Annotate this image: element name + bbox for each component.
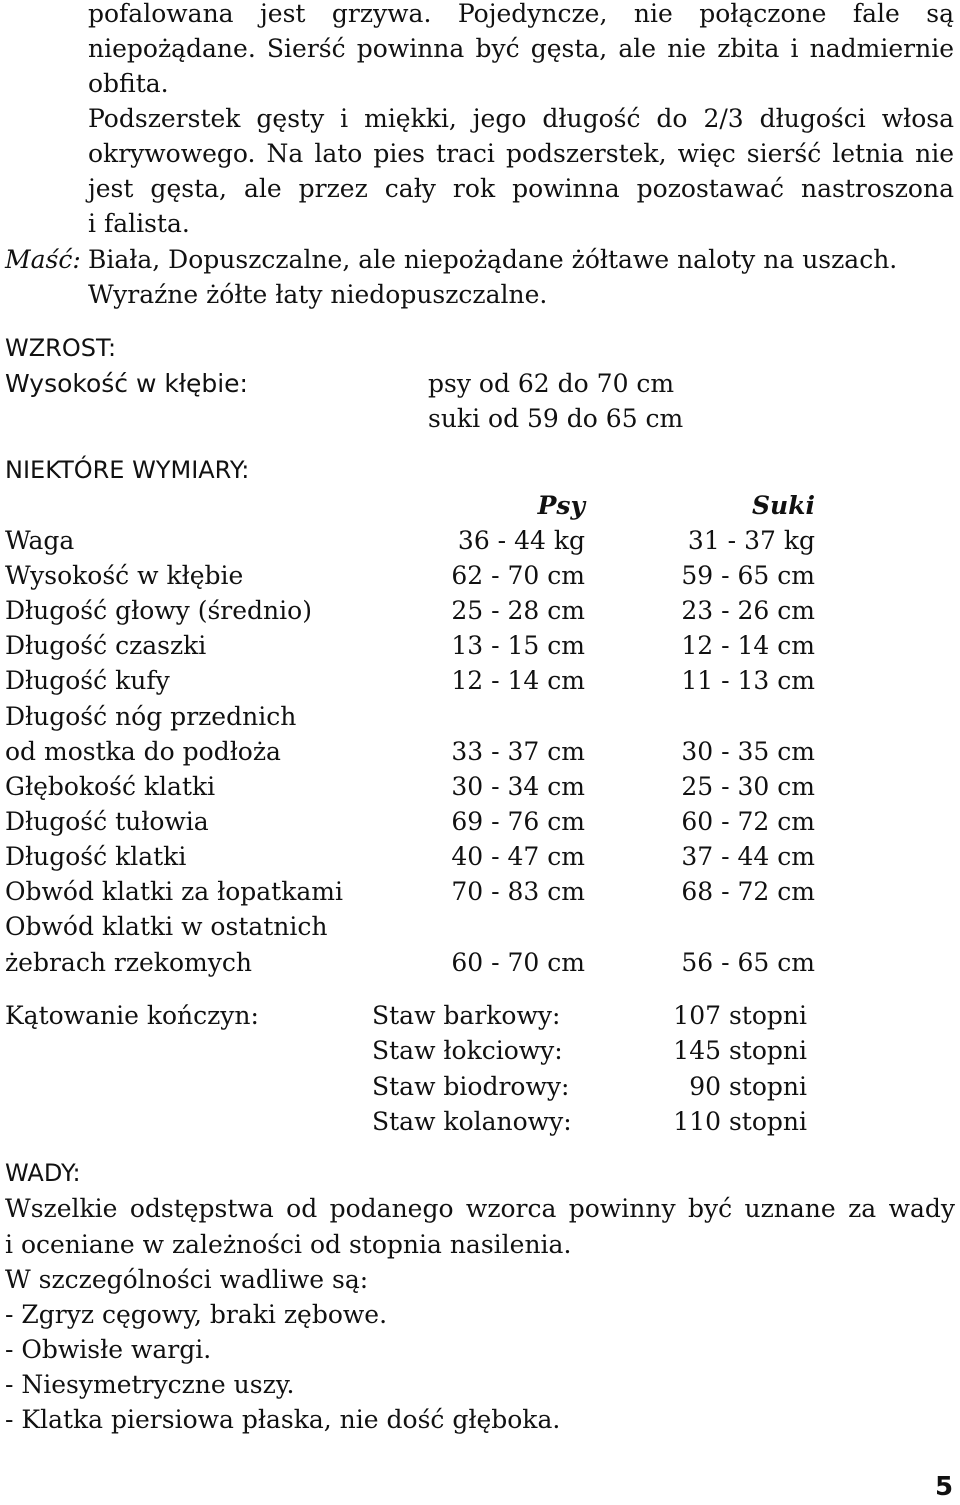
wymiary-row-psy: 62 - 70 cm	[451, 561, 585, 590]
intro-line-4: Podszerstek gęsty i miękki, jego długość do 2/3 długości włosa	[88, 104, 954, 133]
intro-line-1: pofalowana jest grzywa. Pojedyncze, nie połączone fale są	[88, 0, 954, 28]
wymiary-row-label: Długość kufy	[5, 666, 170, 695]
wymiary-row-psy: 70 - 83 cm	[451, 877, 585, 906]
wymiary-row-label: Obwód klatki za łopatkami	[5, 877, 343, 906]
wady-item: - Obwisłe wargi.	[5, 1335, 212, 1364]
wymiary-row-suki: 25 - 30 cm	[681, 772, 815, 801]
wymiary-row-suki: 56 - 65 cm	[681, 948, 815, 977]
wymiary-col-psy: Psy	[537, 491, 585, 520]
wymiary-row-label: Waga	[5, 526, 75, 555]
wzrost-value-psy: psy od 62 do 70 cm	[428, 369, 675, 398]
wady-item: - Zgryz cęgowy, braki zębowe.	[5, 1300, 388, 1329]
intro-line-5: okrywowego. Na lato pies traci podszerstek, więc sierść letnia nie	[88, 139, 954, 168]
katowanie-value: 110 stopni	[673, 1107, 807, 1136]
masc-line-1: Biała, Dopuszczalne, ale niepożądane żółtawe naloty na uszach.	[88, 245, 898, 274]
wymiary-row-psy: 69 - 76 cm	[451, 807, 585, 836]
wymiary-row-suki: 59 - 65 cm	[681, 561, 815, 590]
wady-line-1: Wszelkie odstępstwa od podanego wzorca powinny być uznane za wady	[5, 1194, 955, 1223]
wymiary-row-psy: 36 - 44 kg	[457, 526, 585, 555]
wady-line-2: i oceniane w zależności od stopnia nasilenia.	[5, 1230, 572, 1259]
wymiary-row-psy: 40 - 47 cm	[451, 842, 585, 871]
wzrost-heading: WZROST:	[5, 334, 117, 362]
intro-line-7: i falista.	[88, 209, 190, 238]
wzrost-label: Wysokość w kłębie:	[5, 369, 248, 398]
katowanie-value: 145 stopni	[673, 1036, 807, 1065]
wymiary-row-label: Obwód klatki w ostatnich	[5, 912, 328, 941]
page-number: 5	[935, 1472, 954, 1502]
katowanie-label: Kątowanie kończyn:	[5, 1001, 259, 1030]
wymiary-row-suki: 11 - 13 cm	[681, 666, 815, 695]
wymiary-row-suki: 60 - 72 cm	[681, 807, 815, 836]
katowanie-value: 90 stopni	[689, 1072, 807, 1101]
masc-line-2: Wyraźne żółte łaty niedopuszczalne.	[88, 280, 548, 309]
wymiary-row-label: żebrach rzekomych	[5, 948, 252, 977]
wady-line-3: W szczególności wadliwe są:	[5, 1265, 369, 1294]
intro-line-2: niepożądane. Sierść powinna być gęsta, ale nie zbita i nadmiernie	[88, 34, 954, 63]
katowanie-joint: Staw kolanowy:	[372, 1107, 572, 1136]
wymiary-row-suki: 12 - 14 cm	[681, 631, 815, 660]
wymiary-row-label: Długość tułowia	[5, 807, 209, 836]
wymiary-row-psy: 25 - 28 cm	[451, 596, 585, 625]
wymiary-row-label: Długość głowy (średnio)	[5, 596, 312, 625]
intro-line-3: obfita.	[88, 69, 169, 98]
wymiary-row-psy: 33 - 37 cm	[451, 737, 585, 766]
wymiary-row-suki: 30 - 35 cm	[681, 737, 815, 766]
wymiary-row-psy: 30 - 34 cm	[451, 772, 585, 801]
wady-item: - Klatka piersiowa płaska, nie dość głęboka.	[5, 1405, 561, 1434]
wymiary-row-label: Długość klatki	[5, 842, 187, 871]
wymiary-row-label: Wysokość w kłębie	[5, 561, 244, 590]
wzrost-value-suki: suki od 59 do 65 cm	[428, 404, 684, 433]
wymiary-row-psy: 13 - 15 cm	[451, 631, 585, 660]
wymiary-row-suki: 37 - 44 cm	[681, 842, 815, 871]
wymiary-row-suki: 31 - 37 kg	[687, 526, 815, 555]
wymiary-row-label: Długość nóg przednich	[5, 702, 297, 731]
katowanie-value: 107 stopni	[673, 1001, 807, 1030]
wymiary-row-psy: 60 - 70 cm	[451, 948, 585, 977]
wymiary-heading: NIEKTÓRE WYMIARY:	[5, 456, 250, 484]
katowanie-joint: Staw łokciowy:	[372, 1036, 563, 1065]
wady-item: - Niesymetryczne uszy.	[5, 1370, 295, 1399]
wymiary-row-psy: 12 - 14 cm	[451, 666, 585, 695]
wymiary-row-label: Głębokość klatki	[5, 772, 216, 801]
katowanie-joint: Staw barkowy:	[372, 1001, 561, 1030]
wymiary-row-label: od mostka do podłoża	[5, 737, 281, 766]
wymiary-col-suki: Suki	[751, 491, 815, 520]
wymiary-row-label: Długość czaszki	[5, 631, 207, 660]
intro-line-6: jest gęsta, ale przez cały rok powinna pozostawać nastroszona	[88, 174, 954, 203]
wymiary-row-suki: 23 - 26 cm	[681, 596, 815, 625]
katowanie-joint: Staw biodrowy:	[372, 1072, 570, 1101]
wymiary-row-suki: 68 - 72 cm	[681, 877, 815, 906]
masc-label: Maść:	[5, 245, 81, 274]
wady-heading: WADY:	[5, 1159, 81, 1187]
